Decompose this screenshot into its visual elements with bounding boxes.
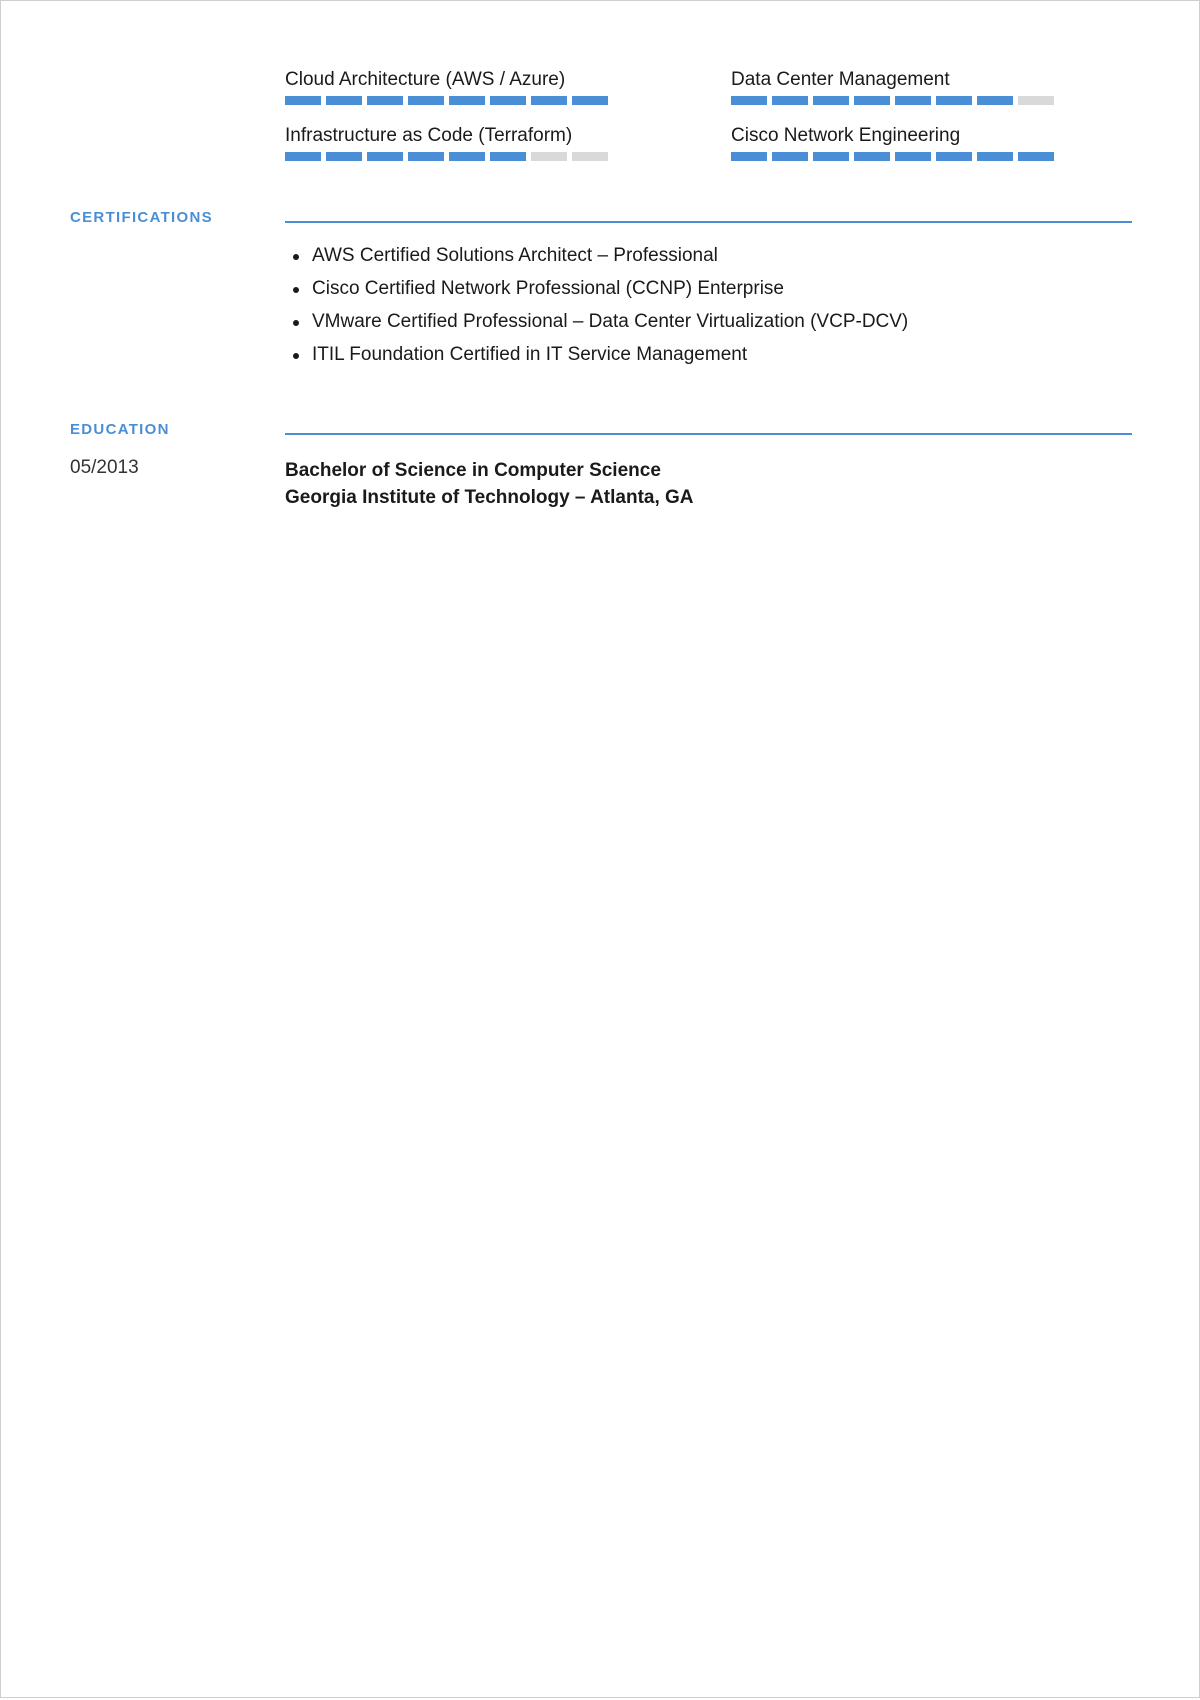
skill-level-segment-filled [854, 96, 890, 105]
skill-level-segment-filled [731, 96, 767, 105]
certifications-list [285, 245, 1152, 377]
skill-level-segment-filled [1018, 152, 1054, 161]
education-date: 05/2013 [70, 457, 139, 478]
skill-level-segment-filled [531, 96, 567, 105]
skill-level-segment-filled [285, 96, 321, 105]
skill-item [285, 69, 731, 105]
skill-level-segment-filled [490, 96, 526, 105]
skill-level-segment-filled [408, 152, 444, 161]
skill-level-segment-filled [977, 152, 1013, 161]
skill-level-segment-filled [813, 96, 849, 105]
skill-item [731, 125, 1085, 161]
certification-item: ITIL Foundation Certified in IT Service Management [312, 344, 1152, 366]
skill-name: Cisco Network Engineering [731, 125, 961, 146]
skill-level-segment-empty [572, 152, 608, 161]
skill-level-segment-empty [1018, 96, 1054, 105]
skill-item [285, 125, 731, 161]
skill-level-segment-filled [490, 152, 526, 161]
skill-level-segment-filled [936, 152, 972, 161]
education-divider [285, 433, 1132, 435]
skill-name: Infrastructure as Code (Terraform) [285, 125, 573, 146]
skill-level-segment-filled [895, 152, 931, 161]
skill-level-segment-empty [531, 152, 567, 161]
skill-level-segment-filled [449, 96, 485, 105]
skill-name: Cloud Architecture (AWS / Azure) [285, 69, 566, 90]
skill-meter [731, 96, 1085, 105]
certifications-divider [285, 221, 1132, 223]
skill-level-segment-filled [572, 96, 608, 105]
skill-level-segment-filled [367, 96, 403, 105]
certification-item: AWS Certified Solutions Architect – Professional [312, 245, 1152, 267]
skill-item [731, 69, 1085, 105]
skill-level-segment-filled [772, 96, 808, 105]
skill-level-segment-filled [285, 152, 321, 161]
skill-level-segment-filled [895, 96, 931, 105]
skill-level-segment-filled [326, 152, 362, 161]
skill-level-segment-filled [449, 152, 485, 161]
certification-item: VMware Certified Professional – Data Center Virtualization (VCP-DCV) [312, 311, 1152, 333]
education-degree: Bachelor of Science in Computer Science [285, 460, 661, 481]
skills-grid [285, 69, 1085, 161]
skill-level-segment-filled [772, 152, 808, 161]
skill-level-segment-filled [367, 152, 403, 161]
certification-item: Cisco Certified Network Professional (CCNP) Enterprise [312, 278, 1152, 300]
education-heading: EDUCATION [70, 421, 170, 438]
certifications-heading: CERTIFICATIONS [70, 209, 213, 226]
skill-level-segment-filled [731, 152, 767, 161]
education-details [285, 457, 694, 511]
skill-meter [285, 96, 731, 105]
skill-level-segment-filled [936, 96, 972, 105]
skill-level-segment-filled [326, 96, 362, 105]
skill-meter [285, 152, 731, 161]
education-school: Georgia Institute of Technology – Atlanta, GA [285, 487, 694, 508]
skill-level-segment-filled [977, 96, 1013, 105]
skill-name: Data Center Management [731, 69, 950, 90]
skill-level-segment-filled [813, 152, 849, 161]
skill-meter [731, 152, 1085, 161]
skill-level-segment-filled [854, 152, 890, 161]
skill-level-segment-filled [408, 96, 444, 105]
